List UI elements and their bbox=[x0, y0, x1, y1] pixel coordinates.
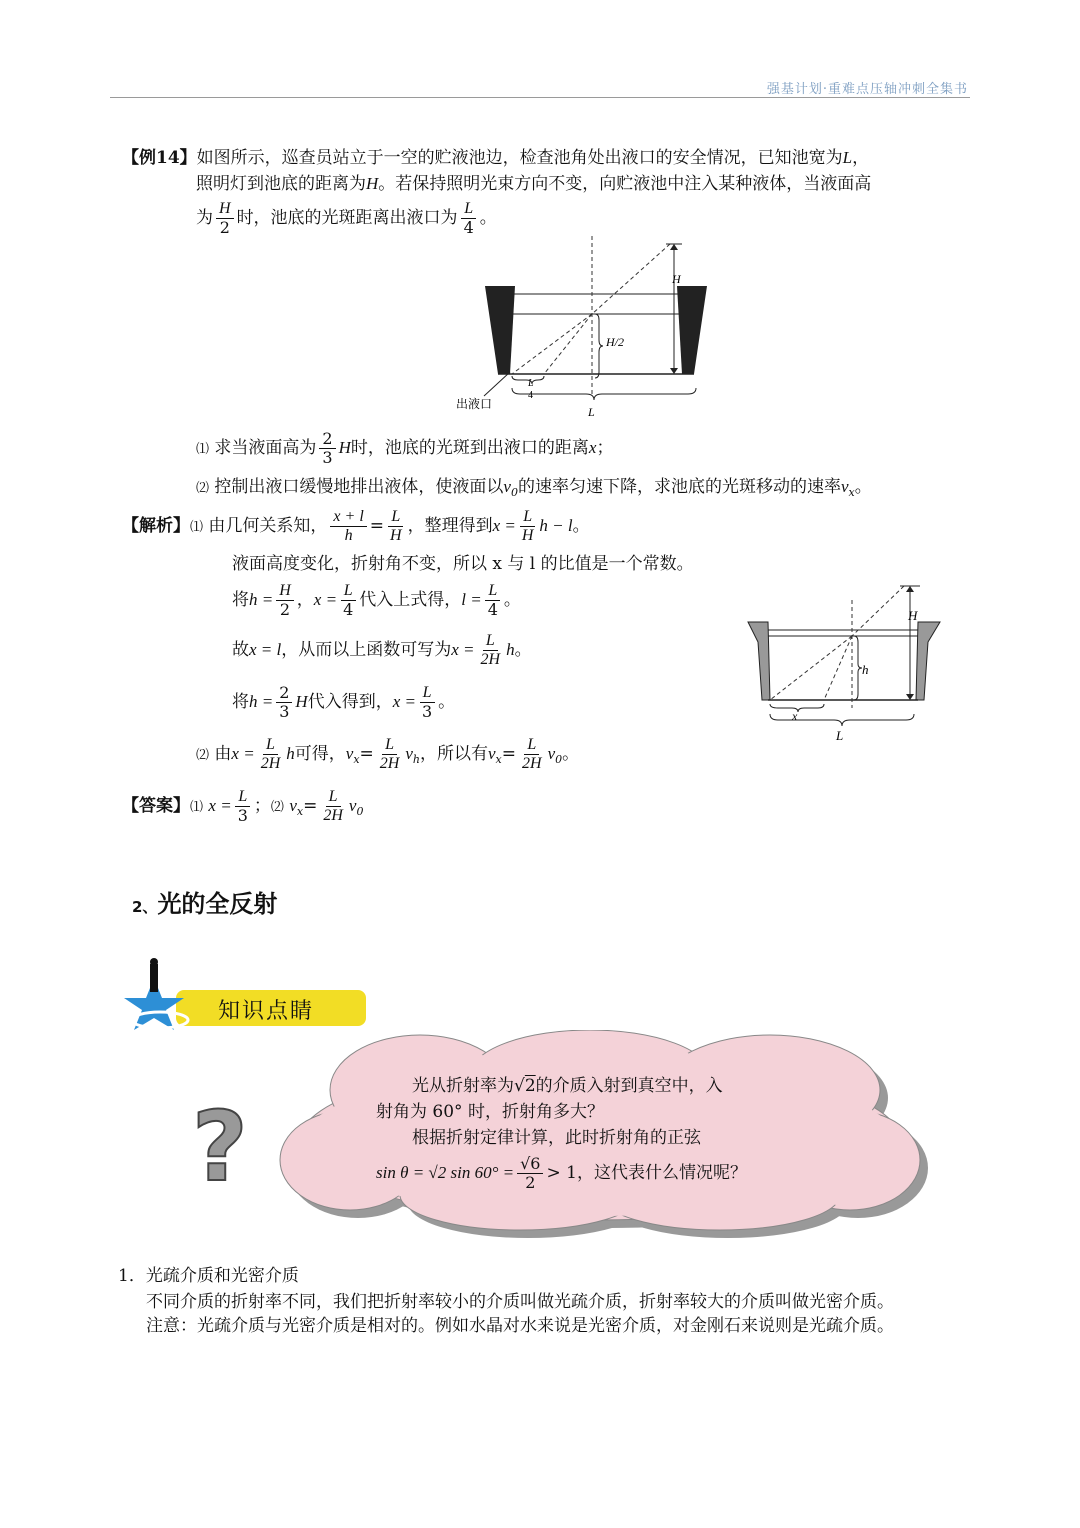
var-x: x bbox=[588, 438, 597, 457]
eq: = bbox=[303, 796, 318, 816]
frac-den: 3 bbox=[237, 806, 248, 825]
frac-num: H bbox=[216, 200, 234, 219]
section-number: 2、 bbox=[132, 898, 158, 916]
arrow-head bbox=[670, 244, 678, 250]
ray-incident bbox=[852, 586, 904, 636]
formula: sin θ = √2 sin 60° = bbox=[376, 1163, 515, 1182]
expr: h − l bbox=[539, 516, 573, 535]
sub-x: x bbox=[848, 486, 855, 499]
q2-text-b: 的速率匀速下降，求池底的光斑移动的速率 bbox=[517, 477, 841, 497]
outlet-pointer bbox=[484, 372, 510, 396]
s4-b: ，从而以上函数可写为 bbox=[281, 640, 452, 660]
cloud-text-1b: 的介质入射到真空中，入 bbox=[535, 1076, 723, 1096]
var-H: H bbox=[295, 692, 308, 711]
label-L4-num: L bbox=[528, 378, 534, 389]
eq: = bbox=[359, 744, 374, 764]
solution-line-4 bbox=[232, 630, 532, 670]
example-text-2a: 照明灯到池底的距离为 bbox=[196, 174, 366, 194]
answer-line bbox=[122, 786, 363, 832]
s1-text-a: 由几何关系知， bbox=[208, 516, 328, 536]
s5-b: 代入得到， bbox=[307, 692, 393, 712]
q1-text-a: 求当液面高为 bbox=[214, 438, 317, 458]
expr: x = bbox=[231, 744, 255, 763]
punct: 。 bbox=[479, 208, 497, 228]
punct: 。 bbox=[562, 744, 580, 764]
person-icon bbox=[150, 964, 158, 992]
expr: l = bbox=[461, 590, 482, 609]
question-mark-icon bbox=[186, 1096, 256, 1188]
var-H: H bbox=[366, 174, 379, 193]
frac-den: 2H bbox=[522, 755, 542, 772]
expr: x = bbox=[392, 692, 416, 711]
fraction-L-over-H bbox=[387, 508, 405, 545]
reservoir-diagram-2 bbox=[740, 582, 950, 742]
frac-den: 2H bbox=[260, 755, 281, 772]
frac-num: 2 bbox=[276, 684, 292, 703]
frac-den: 2 bbox=[279, 600, 291, 619]
expr: x = bbox=[208, 796, 232, 815]
label-x: x bbox=[792, 709, 798, 723]
item-1-paragraph-2: 注意：光疏介质与光密介质是相对的。例如水晶对水来说是光密介质，对金刚石来说则是光疏介质。 bbox=[146, 1316, 894, 1336]
fraction-H-over-2 bbox=[216, 200, 234, 237]
eq: = bbox=[369, 516, 385, 536]
frac-num: L bbox=[461, 200, 476, 219]
fraction bbox=[235, 788, 251, 825]
s1-number: ⑴ bbox=[190, 520, 204, 535]
reservoir-diagram-1 bbox=[440, 236, 740, 426]
s3-c: 代入上式得， bbox=[359, 590, 462, 610]
cloud-line-3: 根据折射定律计算，此时折射角的正弦 bbox=[412, 1128, 701, 1148]
ray-extended bbox=[770, 636, 852, 700]
sqrt: √2 bbox=[514, 1076, 536, 1096]
expr: x = l bbox=[249, 640, 282, 659]
frac-num: L bbox=[235, 788, 250, 807]
var-v: v bbox=[487, 744, 496, 763]
question-1 bbox=[196, 428, 613, 470]
frac-num: L bbox=[524, 736, 539, 755]
sub: h bbox=[412, 753, 420, 766]
label-outlet: 出液口 bbox=[456, 397, 493, 411]
solution-line-5 bbox=[232, 682, 455, 722]
item-1-title: 1．光疏介质和光密介质 bbox=[118, 1266, 299, 1286]
label-h: h bbox=[862, 662, 869, 677]
example-label: 【例14】 bbox=[122, 148, 197, 168]
frac-den: 2H bbox=[379, 755, 400, 772]
frac-den: 2H bbox=[480, 651, 501, 668]
fraction bbox=[519, 736, 545, 773]
expr: h = bbox=[249, 590, 274, 609]
fraction bbox=[276, 582, 294, 619]
expr: h = bbox=[249, 692, 274, 711]
q2-text-a: 控制出液口缓慢地排出液体，使液面以 bbox=[214, 477, 504, 497]
solution-line-3 bbox=[232, 580, 521, 620]
example-line-1 bbox=[122, 146, 869, 170]
var-H: H bbox=[338, 438, 351, 457]
ray-extended bbox=[512, 314, 592, 374]
punct: ， bbox=[852, 148, 870, 168]
arrow-head bbox=[906, 586, 914, 592]
var-v: v bbox=[840, 477, 849, 496]
punct: 。 bbox=[854, 477, 872, 497]
s3-b: ， bbox=[296, 590, 314, 610]
label-H: H bbox=[908, 608, 918, 623]
frac-num: L bbox=[388, 508, 403, 527]
label-L: L bbox=[588, 405, 595, 419]
var-v: v bbox=[289, 796, 297, 815]
knowledge-banner-label: 知识点睛 bbox=[218, 999, 315, 1024]
fraction bbox=[276, 684, 292, 721]
label-L4-den: 4 bbox=[528, 390, 533, 401]
frac-num: L bbox=[263, 736, 278, 755]
example-line-3 bbox=[196, 198, 497, 238]
fraction-xl-over-h bbox=[330, 508, 366, 545]
arrow-head bbox=[670, 368, 678, 374]
var-v: v bbox=[345, 744, 354, 763]
fraction bbox=[258, 736, 284, 773]
fraction-L-over-4 bbox=[461, 200, 477, 237]
var-v: v bbox=[348, 796, 357, 815]
s6-number: ⑵ bbox=[196, 748, 210, 763]
cloud-line-2: 射角为 60° 时，折射角多大？ bbox=[376, 1102, 604, 1122]
punct: 。 bbox=[572, 516, 590, 536]
solution-label: 【解析】 bbox=[122, 516, 190, 536]
s3-a: 将 bbox=[232, 590, 249, 610]
fraction-L-over-H bbox=[519, 508, 537, 545]
frac-den: 3 bbox=[322, 448, 333, 467]
fraction bbox=[517, 1155, 543, 1192]
punct: ； bbox=[596, 438, 614, 458]
frac-den: 4 bbox=[487, 600, 498, 619]
cloud-text-4c: ，这代表什么情况呢？ bbox=[576, 1163, 747, 1183]
frac-num: L bbox=[420, 684, 435, 703]
h-brace bbox=[854, 636, 862, 700]
question-2 bbox=[196, 475, 872, 505]
h-half-brace bbox=[595, 314, 603, 378]
q1-text-b: 时，池底的光斑到出液口的距离 bbox=[350, 438, 589, 458]
frac-num: L bbox=[483, 632, 498, 651]
solution-line-6 bbox=[196, 734, 579, 780]
person-head bbox=[150, 958, 158, 966]
label-L: L bbox=[836, 728, 844, 742]
sub-0: 0 bbox=[510, 486, 518, 499]
expr: h bbox=[286, 744, 295, 763]
section-title: 光的全反射 bbox=[157, 890, 278, 918]
example-text-1: 如图所示，巡查员站立于一空的贮液池边，检查池角处出液口的安全情况，已知池宽为 bbox=[196, 148, 843, 168]
header-series-title: 强基计划·重难点压轴冲刺全集书 bbox=[766, 82, 968, 97]
frac-num: L bbox=[382, 736, 397, 755]
sub: x bbox=[296, 805, 304, 818]
l-brace bbox=[512, 388, 696, 400]
var-v: v bbox=[547, 744, 556, 763]
frac-den: H bbox=[390, 527, 402, 544]
expr: x = bbox=[451, 640, 475, 659]
s4-a: 故 bbox=[232, 640, 249, 660]
cloud-line-4 bbox=[376, 1150, 747, 1196]
label-H: H bbox=[672, 272, 681, 286]
frac-den: 4 bbox=[343, 600, 354, 619]
sub: 0 bbox=[356, 805, 364, 818]
frac-den: 2 bbox=[219, 218, 230, 237]
fraction bbox=[478, 632, 504, 669]
ray-incident bbox=[592, 244, 670, 314]
example-text-3b: 时，池底的光斑距离出液口为 bbox=[236, 208, 458, 228]
var-L: L bbox=[842, 148, 853, 167]
frac-den: 4 bbox=[463, 218, 474, 237]
example-text-3a: 为 bbox=[196, 208, 213, 228]
frac-num: L bbox=[341, 582, 356, 601]
a2-number: ⑵ bbox=[270, 800, 284, 815]
sqrt-value: 2 bbox=[524, 1076, 536, 1096]
frac-num: L bbox=[520, 508, 535, 527]
frac-num: √6 bbox=[517, 1155, 543, 1174]
fraction bbox=[377, 736, 403, 773]
s6-c: ，所以有 bbox=[419, 744, 488, 764]
solution-line-1 bbox=[122, 506, 590, 548]
fraction bbox=[340, 582, 356, 619]
ray-refracted bbox=[824, 636, 852, 700]
example-text-2b: 。若保持照明光束方向不变，向贮液池中注入某种液体，当液面高 bbox=[378, 174, 872, 194]
example-line-2 bbox=[196, 172, 871, 196]
expr: h bbox=[506, 640, 515, 659]
frac-num: x + l bbox=[330, 508, 366, 527]
var-v: v bbox=[405, 744, 413, 763]
s6-b: 可得， bbox=[294, 744, 346, 764]
q1-number: ⑴ bbox=[196, 442, 210, 457]
fraction bbox=[419, 684, 435, 721]
sub: x bbox=[353, 753, 360, 766]
eq: = bbox=[501, 744, 516, 764]
s1-text-b: ，整理得到 bbox=[407, 516, 493, 536]
frac-den: h bbox=[344, 527, 353, 544]
var-v: v bbox=[503, 477, 511, 496]
answer-label: 【答案】 bbox=[122, 796, 190, 816]
frac-num: H bbox=[276, 582, 294, 601]
right-wall bbox=[916, 622, 940, 700]
q2-number: ⑵ bbox=[196, 481, 210, 496]
header-divider bbox=[110, 97, 970, 98]
right-wall bbox=[677, 286, 707, 374]
frac-num: L bbox=[485, 582, 500, 601]
arrow-head bbox=[906, 694, 914, 700]
left-wall bbox=[485, 286, 515, 374]
cloud-text-1a: 光从折射率为 bbox=[412, 1076, 514, 1096]
question-glyph: ? bbox=[192, 1096, 248, 1188]
punct: 。 bbox=[438, 692, 456, 712]
a1-number: ⑴ bbox=[190, 800, 204, 815]
fraction-2-over-3 bbox=[319, 430, 335, 467]
sep: ； bbox=[253, 796, 271, 816]
section-heading bbox=[132, 884, 277, 919]
solution-line-2: 液面高度变化，折射角不变，所以 x 与 l 的比值是一个常数。 bbox=[232, 554, 694, 574]
punct: 。 bbox=[503, 590, 521, 610]
frac-num: L bbox=[326, 788, 341, 807]
expr: x = bbox=[492, 516, 516, 535]
frac-den: 3 bbox=[279, 702, 290, 721]
sub: x bbox=[495, 753, 502, 766]
fraction bbox=[485, 582, 501, 619]
cloud-line-1 bbox=[412, 1074, 723, 1098]
s5-a: 将 bbox=[232, 692, 249, 712]
item-1-paragraph-1: 不同介质的折射率不同，我们把折射率较小的介质叫做光疏介质，折射率较大的介质叫做光密介质。 bbox=[146, 1292, 894, 1312]
frac-den: H bbox=[521, 527, 534, 544]
frac-den: 3 bbox=[421, 702, 433, 721]
fraction bbox=[320, 788, 346, 825]
frac-den: 2H bbox=[323, 807, 343, 824]
label-H-half: H/2 bbox=[606, 335, 624, 349]
punct: 。 bbox=[514, 640, 532, 660]
formula-gt: > 1 bbox=[546, 1163, 577, 1183]
s6-a: 由 bbox=[214, 744, 232, 764]
frac-den: 2 bbox=[525, 1173, 536, 1192]
sub: 0 bbox=[555, 753, 563, 766]
frac-num: 2 bbox=[319, 430, 335, 449]
expr: x = bbox=[313, 590, 338, 609]
left-wall bbox=[748, 622, 770, 700]
